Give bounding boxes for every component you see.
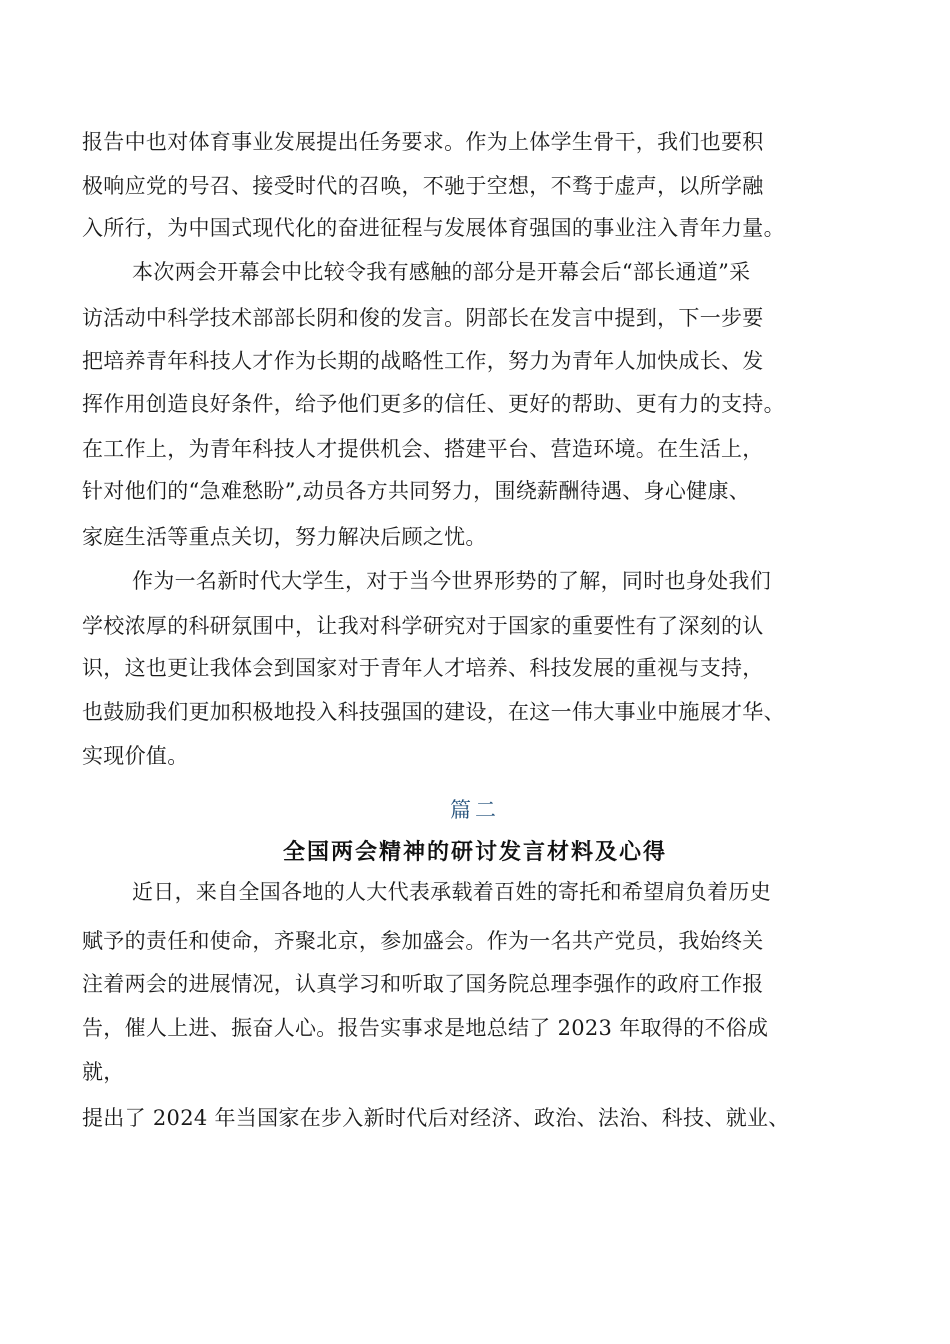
text-line: 针对他们的“急难愁盼”,动员各方共同努力，围绕薪酬待遇、身心健康、 <box>82 479 751 503</box>
text-line: 就， <box>82 1060 125 1084</box>
text-line: 本次两会开幕会中比较令我有感触的部分是开幕会后“部长通道”采 <box>132 260 751 284</box>
text-line: 告，催人上进、振奋人心。报告实事求是地总结了 2023 年取得的不俗成 <box>82 1016 769 1040</box>
text-line: 报告中也对体育事业发展提出任务要求。作为上体学生骨干，我们也要积 <box>82 130 764 154</box>
text-line: 注着两会的进展情况，认真学习和听取了国务院总理李强作的政府工作报 <box>82 972 764 996</box>
section-title: 全国两会精神的研讨发言材料及心得 <box>282 840 667 865</box>
text-line: 作为一名新时代大学生，对于当今世界形势的了解，同时也身处我们 <box>132 569 771 593</box>
text-line: 挥作用创造良好条件，给予他们更多的信任、更好的帮助、更有力的支持。 <box>82 392 785 416</box>
text-line: 近日，来自全国各地的人大代表承载着百姓的寄托和希望肩负着历史 <box>132 880 771 904</box>
text-line: 提出了 2024 年当国家在步入新时代后对经济、政治、法治、科技、就业、 <box>82 1106 790 1130</box>
text-line: 极响应党的号召、接受时代的召唤，不驰于空想，不骛于虚声，以所学融 <box>82 174 764 198</box>
text-line: 实现价值。 <box>82 744 189 768</box>
text-line: 赋予的责任和使命，齐聚北京，参加盛会。作为一名共产党员，我始终关 <box>82 929 764 953</box>
text-line: 识，这也更让我体会到国家对于青年人才培养、科技发展的重视与支持， <box>82 656 764 680</box>
text-line: 家庭生活等重点关切，努力解决后顾之忧。 <box>82 525 487 549</box>
text-line: 访活动中科学技术部部长阴和俊的发言。阴部长在发言中提到，下一步要 <box>82 306 764 330</box>
text-line: 也鼓励我们更加积极地投入科技强国的建设，在这一伟大事业中施展才华、 <box>82 700 785 724</box>
text-line: 在工作上，为青年科技人才提供机会、搭建平台、营造环境。在生活上， <box>82 437 764 461</box>
text-line: 把培养青年科技人才作为长期的战略性工作，努力为青年人加快成长、发 <box>82 349 764 373</box>
text-line: 学校浓厚的科研氛围中，让我对科学研究对于国家的重要性有了深刻的认 <box>82 614 764 638</box>
text-line: 入所行，为中国式现代化的奋进征程与发展体育强国的事业注入青年力量。 <box>82 216 785 240</box>
section-label: 篇二 <box>450 798 500 822</box>
